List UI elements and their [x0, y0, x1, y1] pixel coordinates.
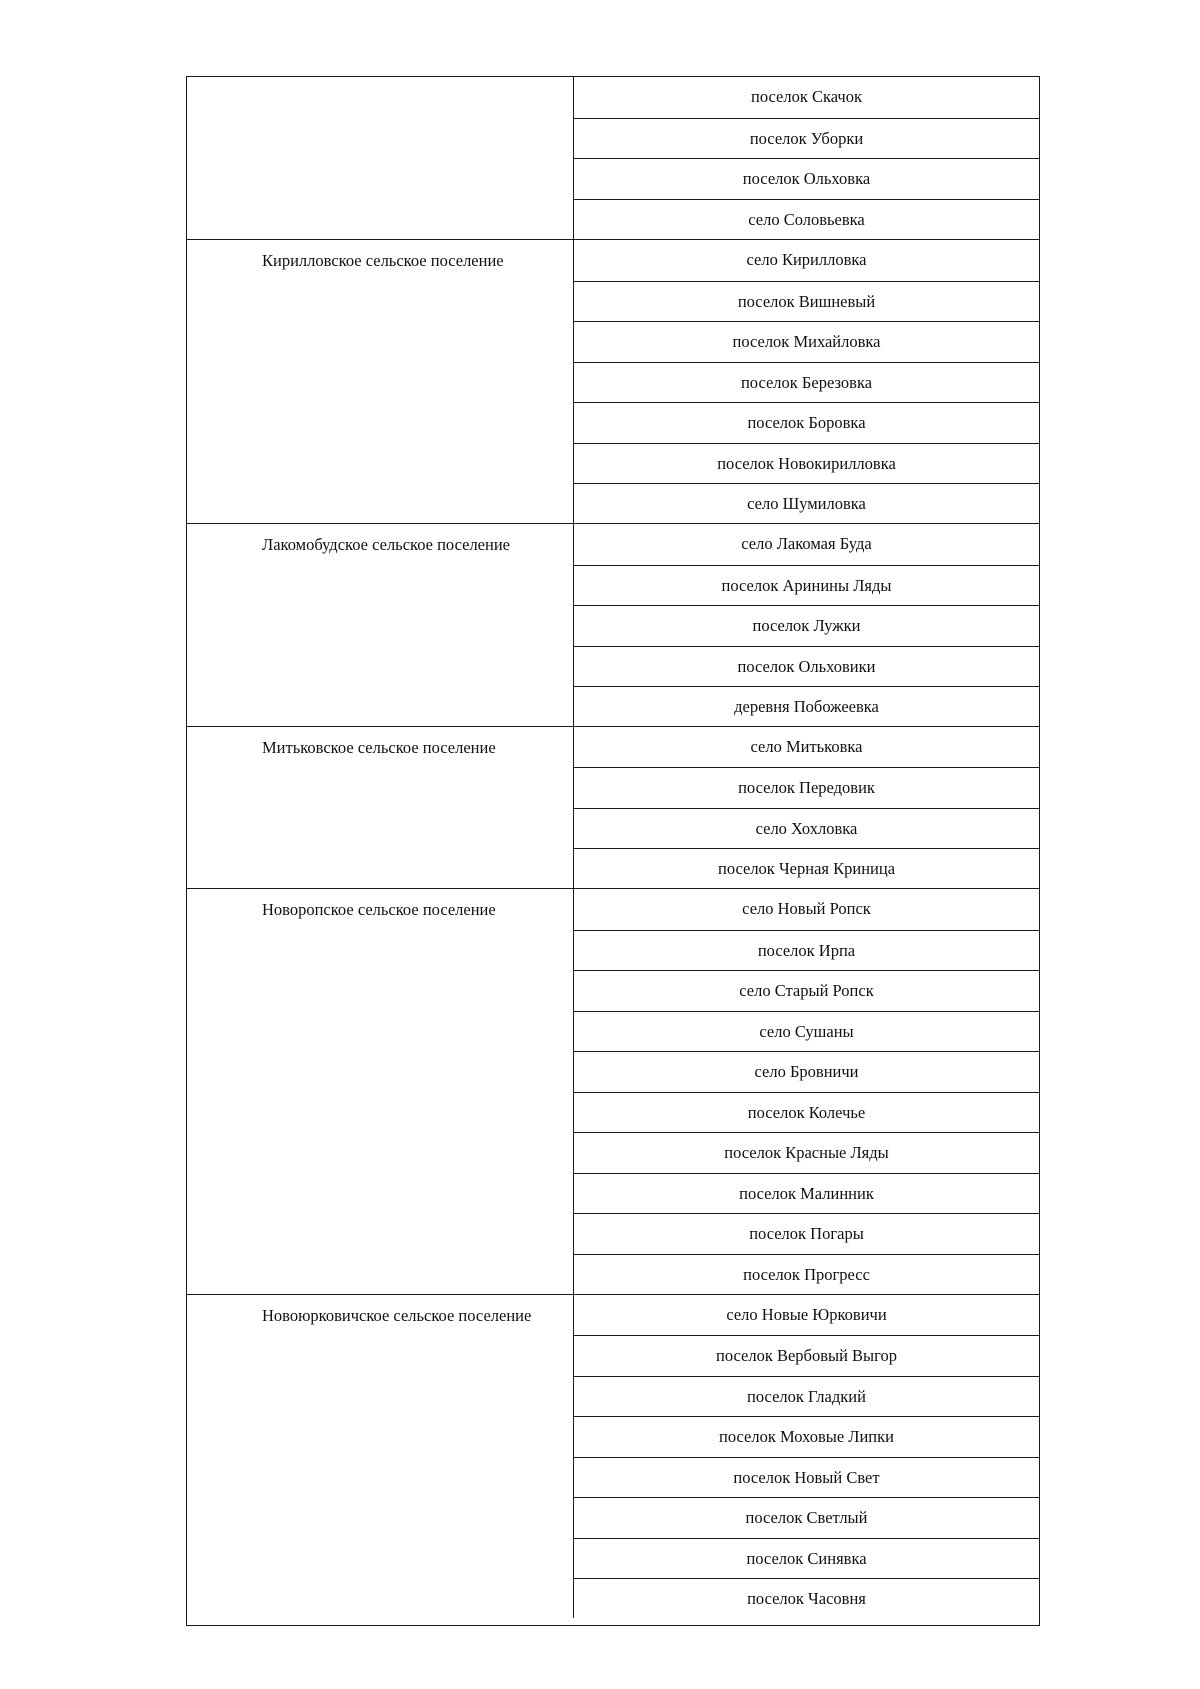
- village-cell: село Шумиловка: [574, 483, 1039, 524]
- village-cell: поселок Моховые Липки: [574, 1416, 1039, 1457]
- village-cell: поселок Березовка: [574, 362, 1039, 403]
- village-cell: поселок Погары: [574, 1213, 1039, 1254]
- village-cell: поселок Боровка: [574, 402, 1039, 443]
- settlement-group: [187, 726, 1039, 888]
- village-cell: село Кирилловка: [746, 250, 867, 270]
- village-cell: село Митьковка: [750, 736, 863, 756]
- village-cell: поселок Вербовый Выгор: [574, 1335, 1039, 1376]
- village-cell: поселок Гладкий: [574, 1376, 1039, 1417]
- village-cell: поселок Ирпа: [574, 930, 1039, 971]
- village-cell: поселок Красные Ляды: [574, 1132, 1039, 1173]
- village-cell: село Новые Юрковичи: [726, 1304, 887, 1324]
- village-cell: поселок Колечье: [574, 1092, 1039, 1133]
- settlement-name: [187, 77, 573, 88]
- settlement-group: [187, 1294, 1039, 1618]
- village-cell: село Бровничи: [574, 1051, 1039, 1092]
- village-cell: село Соловьевка: [574, 199, 1039, 240]
- village-cell: деревня Побожеевка: [574, 686, 1039, 727]
- village-list: [573, 1295, 1039, 1618]
- village-cell: поселок Аринины Ляды: [574, 565, 1039, 606]
- village-cell: село Хохловка: [574, 808, 1039, 849]
- settlement-group: [187, 77, 1039, 239]
- village-cell: поселок Новокирилловка: [574, 443, 1039, 484]
- village-list: [573, 524, 1039, 726]
- settlement-group: [187, 239, 1039, 523]
- village-cell: село Лакомая Буда: [741, 534, 872, 554]
- settlement-name: Новоюрковичское сельское поселение: [262, 1305, 532, 1325]
- settlement-name: Новоропское сельское поселение: [262, 900, 496, 919]
- village-cell: поселок Прогресс: [574, 1254, 1039, 1295]
- village-list: [573, 727, 1039, 888]
- village-cell: поселок Малинник: [574, 1173, 1039, 1214]
- village-cell: село Старый Ропск: [574, 970, 1039, 1011]
- village-cell: поселок Ольховка: [574, 158, 1039, 199]
- village-cell: поселок Синявка: [574, 1538, 1039, 1579]
- village-cell: поселок Скачок: [751, 87, 862, 106]
- settlement-name: Лакомобудское сельское поселение: [262, 535, 510, 555]
- settlement-name: Митьковское сельское поселение: [262, 737, 496, 757]
- village-cell: поселок Светлый: [574, 1497, 1039, 1538]
- village-cell: поселок Лужки: [574, 605, 1039, 646]
- village-cell: село Новый Ропск: [742, 899, 871, 918]
- village-cell: поселок Передовик: [574, 767, 1039, 808]
- village-cell: поселок Уборки: [574, 118, 1039, 159]
- village-cell: поселок Часовня: [574, 1578, 1039, 1619]
- village-list: [573, 77, 1039, 239]
- village-cell: поселок Михайловка: [574, 321, 1039, 362]
- village-list: [573, 240, 1039, 523]
- village-cell: поселок Вишневый: [574, 281, 1039, 322]
- village-cell: поселок Новый Свет: [574, 1457, 1039, 1498]
- settlement-name: Кирилловское сельское поселение: [262, 251, 504, 271]
- village-cell: село Сушаны: [574, 1011, 1039, 1052]
- settlement-group: [187, 888, 1039, 1294]
- village-list: [573, 889, 1039, 1294]
- settlements-table: [186, 76, 1040, 1626]
- settlement-group: [187, 523, 1039, 726]
- village-cell: поселок Ольховики: [574, 646, 1039, 687]
- village-cell: поселок Черная Криница: [574, 848, 1039, 889]
